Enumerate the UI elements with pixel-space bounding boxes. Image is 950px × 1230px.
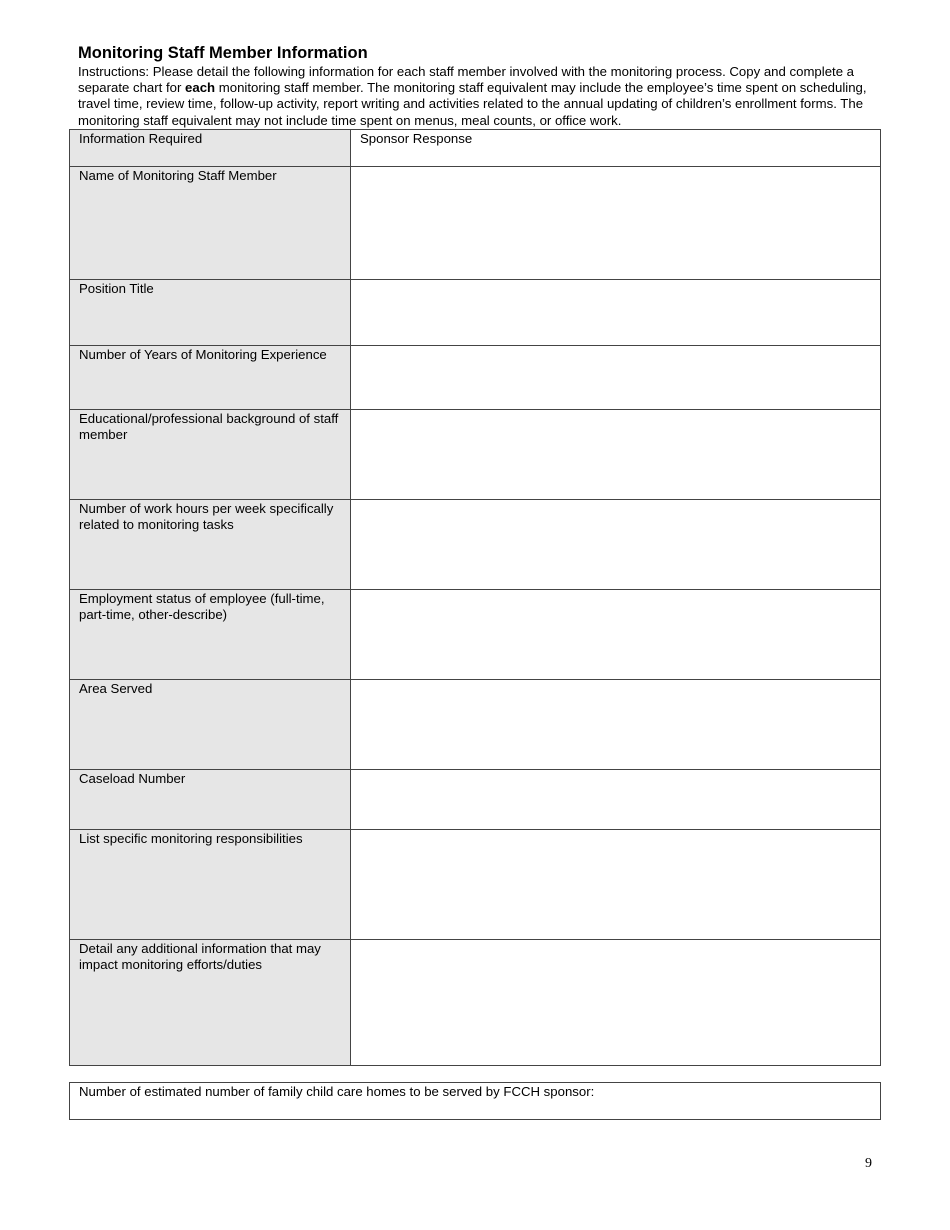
column-header-information-required: Information Required — [70, 130, 351, 167]
response-field-work-hours[interactable] — [351, 500, 881, 590]
response-field-caseload-number[interactable] — [351, 770, 881, 830]
response-field-area-served[interactable] — [351, 680, 881, 770]
row-label-area-served: Area Served — [70, 680, 351, 770]
instructions-text-post: monitoring staff member. The monitoring staff equivalent may include the employee’s time spent on scheduling, travel time, review time, follow-up activity, report writing and activities related to the annual updating of children’s enrollment forms. The monitoring staff equivalent may not include time spent on menus, meal counts, or office work. — [78, 80, 867, 128]
table-row — [70, 680, 881, 770]
staff-info-table — [69, 129, 881, 1066]
table-row — [70, 346, 881, 410]
response-field-years-experience[interactable] — [351, 346, 881, 410]
response-field-educational-background[interactable] — [351, 410, 881, 500]
table-row — [70, 167, 881, 280]
table-row — [70, 500, 881, 590]
row-label-responsibilities: List specific monitoring responsibilities — [70, 830, 351, 940]
column-header-sponsor-response: Sponsor Response — [351, 130, 881, 167]
table-row — [70, 770, 881, 830]
row-label-staff-name: Name of Monitoring Staff Member — [70, 167, 351, 280]
estimated-homes-field[interactable] — [69, 1082, 881, 1120]
response-field-employment-status[interactable] — [351, 590, 881, 680]
response-field-responsibilities[interactable] — [351, 830, 881, 940]
instructions-text-pre: Instructions: Please detail the following information for each staff member involved with the monitoring process. Copy and complete a separate chart for — [78, 64, 855, 96]
row-label-work-hours: Number of work hours per week specifically related to monitoring tasks — [70, 500, 351, 590]
response-field-position-title[interactable] — [351, 280, 881, 346]
row-label-educational-background: Educational/professional background of staff member — [70, 410, 351, 500]
table-row — [70, 590, 881, 680]
row-label-years-experience: Number of Years of Monitoring Experience — [70, 346, 351, 410]
table-header-row — [70, 130, 881, 167]
page-number: 9 — [865, 1156, 872, 1171]
response-field-staff-name[interactable] — [351, 167, 881, 280]
row-label-additional-information: Detail any additional information that may impact monitoring efforts/duties — [70, 940, 351, 1066]
table-row — [70, 280, 881, 346]
page-title: Monitoring Staff Member Information — [78, 44, 368, 62]
instructions — [78, 64, 878, 129]
row-label-employment-status: Employment status of employee (full-time, part-time, other-describe) — [70, 590, 351, 680]
row-label-caseload-number: Caseload Number — [70, 770, 351, 830]
table-row — [70, 410, 881, 500]
instructions-emphasis: each — [185, 80, 216, 96]
table-row — [70, 940, 881, 1066]
response-field-additional-information[interactable] — [351, 940, 881, 1066]
estimated-homes-label: Number of estimated number of family child care homes to be served by FCCH sponsor: — [79, 1084, 595, 1099]
row-label-position-title: Position Title — [70, 280, 351, 346]
table-row — [70, 830, 881, 940]
